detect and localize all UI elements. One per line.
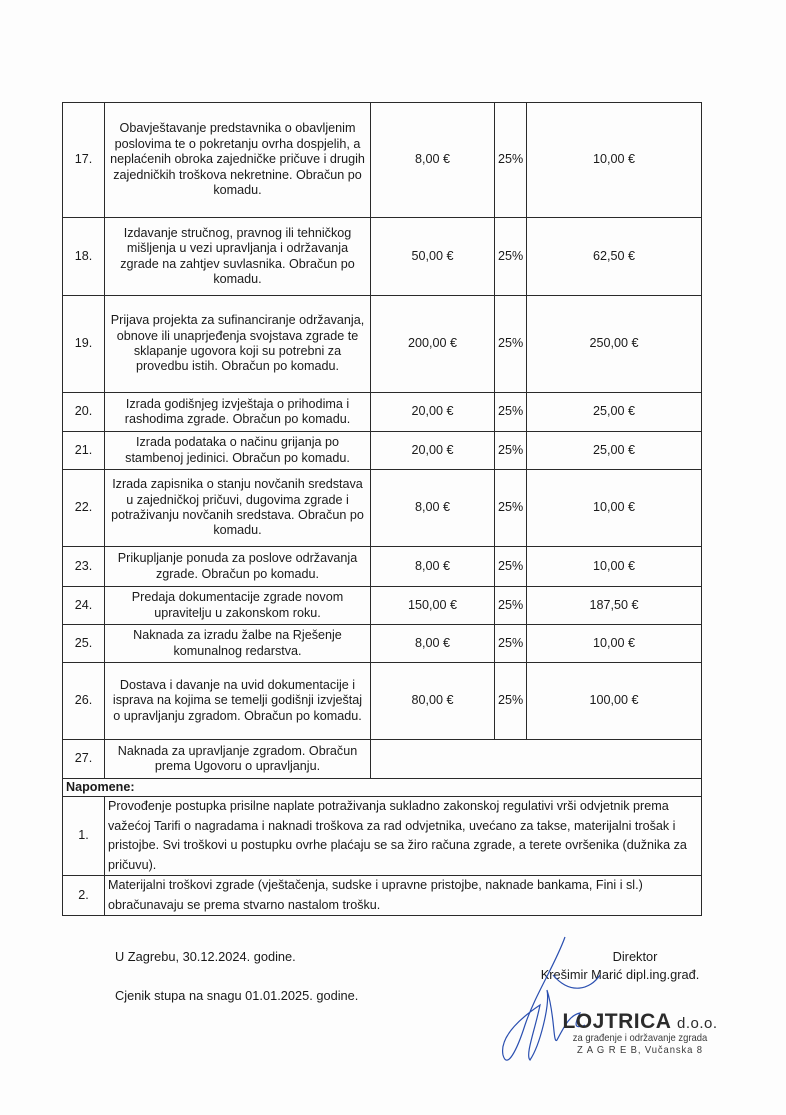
stamp-suffix: d.o.o. — [677, 1015, 718, 1032]
price-list-table — [62, 102, 702, 916]
vat-rate: 25% — [495, 663, 527, 740]
service-description: Naknada za izradu žalbe na Rješenje komunalnog redarstva. — [105, 625, 371, 663]
net-price: 20,00 € — [371, 393, 495, 432]
note-number: 1. — [63, 797, 105, 876]
table-row — [63, 547, 702, 587]
note-text: Provođenje postupka prisilne naplate potraživanja sukladno zakonskoj regulativi vrši odvjetnik prema važećoj Tarifi o nagradama i naknadi troškova za rad odvjetnika, uvećano za takse, materijalni trošak i pristojbe. Svi troškovi u postupku ovrhe plaćaju se sa žiro računa zgrade, a terete ovršenika (dužnika za pričuvu). — [105, 797, 702, 876]
service-description: Izdavanje stručnog, pravnog ili tehničkog mišljenja u vezi upravljanja i održavanja zgrade na zahtjev suvlasnika. Obračun po komadu. — [105, 218, 371, 296]
service-description: Prikupljanje ponuda za poslove održavanja zgrade. Obračun po komadu. — [105, 547, 371, 587]
service-description: Izrada godišnjeg izvještaja o prihodima i rashodima zgrade. Obračun po komadu. — [105, 393, 371, 432]
row-number: 21. — [63, 432, 105, 470]
service-description: Prijava projekta za sufinanciranje održavanja, obnove ili unaprjeđenja svojstava zgrade te sklapanje ugovora koji su potrebni za provedbu istih. Obračun po komadu. — [105, 296, 371, 393]
net-price: 8,00 € — [371, 470, 495, 547]
net-price: 200,00 € — [371, 296, 495, 393]
gross-price: 187,50 € — [527, 587, 702, 625]
row-number: 22. — [63, 470, 105, 547]
table-row — [63, 103, 702, 218]
table-row-27 — [63, 740, 702, 779]
vat-rate: 25% — [495, 296, 527, 393]
vat-rate: 25% — [495, 625, 527, 663]
gross-price: 10,00 € — [527, 625, 702, 663]
vat-rate: 25% — [495, 103, 527, 218]
note-number: 2. — [63, 876, 105, 916]
vat-rate: 25% — [495, 547, 527, 587]
table-row — [63, 296, 702, 393]
vat-rate: 25% — [495, 470, 527, 547]
row-number: 24. — [63, 587, 105, 625]
place-and-date: U Zagrebu, 30.12.2024. godine. — [115, 949, 296, 964]
gross-price: 10,00 € — [527, 547, 702, 587]
table-row — [63, 393, 702, 432]
gross-price: 10,00 € — [527, 103, 702, 218]
row-number: 19. — [63, 296, 105, 393]
net-price: 8,00 € — [371, 103, 495, 218]
vat-rate: 25% — [495, 393, 527, 432]
service-description: Obavještavanje predstavnika o obavljenim poslovima te o pokretanju ovrha dospjelih, a neplaćenih obroka zajedničke pričuve i drugih zajedničkih troškova nekretnine. Obračun po komadu. — [105, 103, 371, 218]
empty-price-cell — [371, 740, 702, 779]
vat-rate: 25% — [495, 587, 527, 625]
row-number: 27. — [63, 740, 105, 779]
signer-name: Krešimir Marić dipl.ing.građ. — [540, 967, 700, 982]
net-price: 20,00 € — [371, 432, 495, 470]
row-number: 26. — [63, 663, 105, 740]
stamp-activity: za građenje i održavanje zgrada — [572, 1032, 708, 1044]
stamp-address: Z A G R E B, Vučanska 8 — [577, 1044, 703, 1056]
gross-price: 25,00 € — [527, 432, 702, 470]
company-stamp — [560, 1010, 720, 1056]
note-row — [63, 876, 702, 916]
table-row — [63, 470, 702, 547]
service-description: Izrada podataka o načinu grijanja po stambenoj jedinici. Obračun po komadu. — [105, 432, 371, 470]
row-number: 17. — [63, 103, 105, 218]
gross-price: 250,00 € — [527, 296, 702, 393]
note-text: Materijalni troškovi zgrade (vještačenja, sudske i upravne pristojbe, naknade bankama, Fini i sl.) obračunavaju se prema stvarno nastalom trošku. — [105, 876, 702, 916]
service-description: Predaja dokumentacije zgrade novom upravitelju u zakonskom roku. — [105, 587, 371, 625]
net-price: 8,00 € — [371, 625, 495, 663]
table-row — [63, 663, 702, 740]
signer-title: Direktor — [612, 949, 658, 964]
service-description: Izrada zapisnika o stanju novčanih sredstava u zajedničkoj pričuvi, dugovima zgrade i potraživanju novčanih sredstava. Obračun po komadu. — [105, 470, 371, 547]
effective-date: Cjenik stupa na snagu 01.01.2025. godine. — [115, 988, 359, 1003]
vat-rate: 25% — [495, 432, 527, 470]
note-row — [63, 797, 702, 876]
net-price: 50,00 € — [371, 218, 495, 296]
gross-price: 10,00 € — [527, 470, 702, 547]
gross-price: 25,00 € — [527, 393, 702, 432]
notes-heading-row — [63, 779, 702, 797]
row-number: 23. — [63, 547, 105, 587]
table-row — [63, 218, 702, 296]
row-number: 25. — [63, 625, 105, 663]
stamp-company: LOJTRICA — [562, 1010, 671, 1033]
gross-price: 62,50 € — [527, 218, 702, 296]
service-description: Naknada za upravljanje zgradom. Obračun prema Ugovoru o upravljanju. — [105, 740, 371, 779]
row-number: 20. — [63, 393, 105, 432]
net-price: 8,00 € — [371, 547, 495, 587]
notes-heading: Napomene: — [63, 779, 702, 797]
net-price: 80,00 € — [371, 663, 495, 740]
service-description: Dostava i davanje na uvid dokumentacije i isprava na kojima se temelji godišnji izvještaj o upravljanju zgradom. Obračun po komadu. — [105, 663, 371, 740]
table-row — [63, 625, 702, 663]
row-number: 18. — [63, 218, 105, 296]
gross-price: 100,00 € — [527, 663, 702, 740]
vat-rate: 25% — [495, 218, 527, 296]
table-row — [63, 587, 702, 625]
net-price: 150,00 € — [371, 587, 495, 625]
table-row — [63, 432, 702, 470]
